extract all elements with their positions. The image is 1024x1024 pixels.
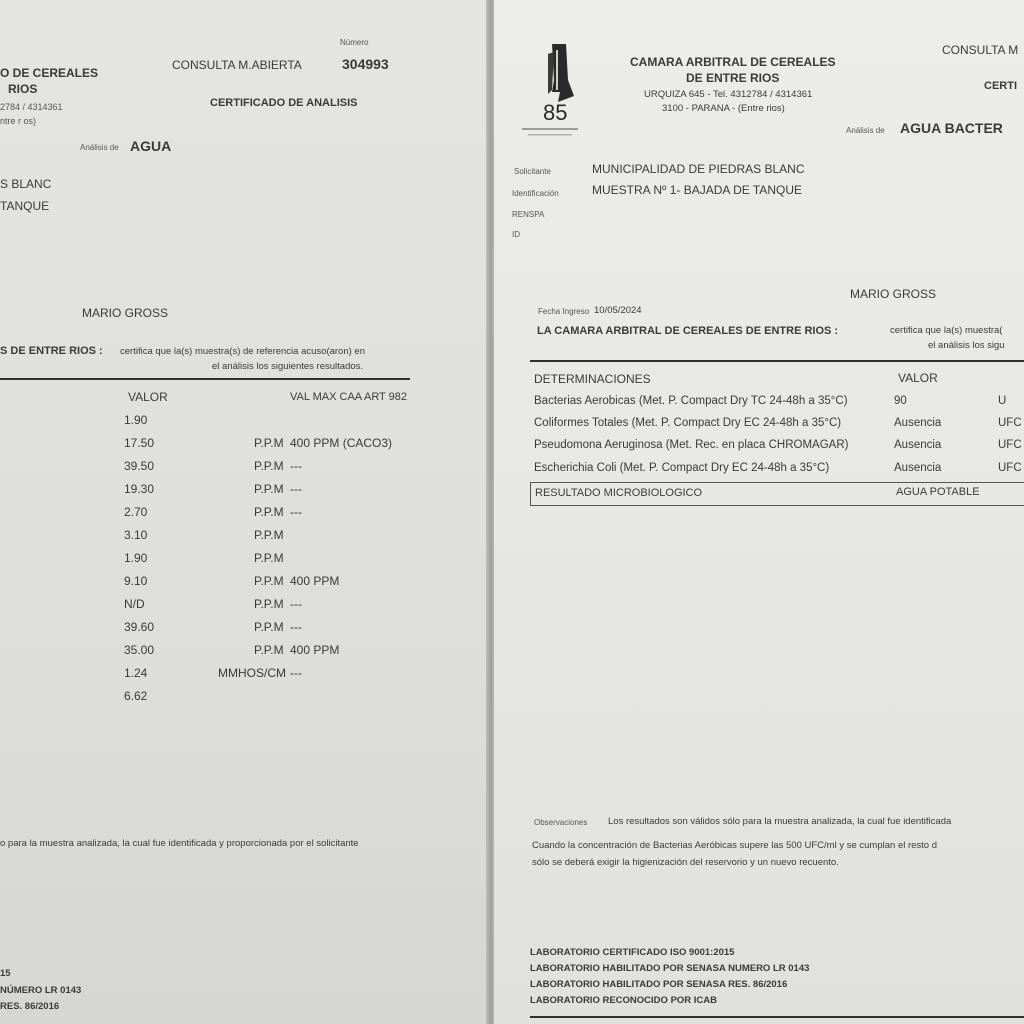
footer-line4: LABORATORIO RECONOCIDO POR ICAB xyxy=(530,995,718,1006)
cell-max: --- xyxy=(290,666,302,680)
cell-unidad: P.P.M xyxy=(254,459,284,473)
firmante-name: MARIO GROSS xyxy=(82,306,169,320)
identificacion-label: Identificación xyxy=(512,189,559,198)
cell-determinacion: Escherichia Coli (Met. P. Compact Dry EC 24-48h a 35°C) xyxy=(534,462,830,474)
cell-unidad: P.P.M xyxy=(254,574,284,588)
table-row xyxy=(0,620,488,638)
cell-determinacion: Bacterias Aerobicas (Met. P. Compact Dry TC 24-48h a 35°C) xyxy=(534,395,848,407)
cell-max: --- xyxy=(290,459,302,473)
org-name-line2: DE ENTRE RIOS xyxy=(686,71,780,85)
cell-max: 400 PPM xyxy=(290,643,340,657)
certifica-line1: certifica que la(s) muestra(s) de referencia acuso(aron) en xyxy=(120,346,365,357)
cell-unidad: UFC xyxy=(998,439,1022,451)
table-top-rule xyxy=(530,360,1024,362)
cell-valor: 19.30 xyxy=(124,482,155,496)
cell-max: --- xyxy=(290,597,302,611)
table-row xyxy=(0,666,488,684)
camara-text: LA CAMARA ARBITRAL DE CEREALES DE ENTRE RIOS : xyxy=(537,325,839,337)
footer-line3: RES. 86/2016 xyxy=(0,1001,60,1012)
org-name-line1: CAMARA ARBITRAL DE CEREALES xyxy=(630,55,836,69)
cell-unidad: P.P.M xyxy=(254,551,284,565)
right-certificate-page xyxy=(494,0,1024,1024)
table-row xyxy=(0,574,488,592)
cell-max: --- xyxy=(290,482,302,496)
col-header-valor: VALOR xyxy=(898,371,938,385)
cell-valor: 39.60 xyxy=(124,620,155,634)
numero-label: Número xyxy=(340,38,369,47)
cell-unidad: UFC xyxy=(998,417,1022,429)
cell-valor: Ausencia xyxy=(894,417,942,429)
cell-valor: 35.00 xyxy=(124,643,155,657)
identificacion-value: MUESTRA Nº 1- BAJADA DE TANQUE xyxy=(592,183,802,197)
cell-unidad: UFC xyxy=(998,462,1022,474)
cell-unidad: P.P.M xyxy=(254,643,284,657)
footer-rule xyxy=(530,1016,1024,1018)
camara-logo-icon xyxy=(512,40,582,144)
analisis-value: AGUA xyxy=(130,138,172,154)
cell-valor: 1.90 xyxy=(124,413,148,427)
col-header-valor: VALOR xyxy=(128,390,168,404)
camara-text: S DE ENTRE RIOS : xyxy=(0,345,103,357)
observaciones-text: o para la muestra analizada, la cual fue identificada y proporcionada por el solicitante xyxy=(0,838,359,849)
cell-unidad: P.P.M xyxy=(254,505,284,519)
footer-line2: LABORATORIO HABILITADO POR SENASA NUMERO LR 0143 xyxy=(530,963,810,974)
consulta-label: CONSULTA M xyxy=(942,43,1019,57)
solicitante-value: S BLANC xyxy=(0,177,52,191)
cell-valor: 3.10 xyxy=(124,528,148,542)
cell-valor: N/D xyxy=(124,597,145,611)
table-row xyxy=(0,505,488,523)
id-label: ID xyxy=(512,230,520,239)
left-certificate-page xyxy=(0,0,488,1024)
cell-max: --- xyxy=(290,505,302,519)
certifica-line2: el análisis los siguientes resultados. xyxy=(212,361,364,372)
table-row xyxy=(0,597,488,615)
cell-valor: 9.10 xyxy=(124,574,148,588)
resultado-label: RESULTADO MICROBIOLOGICO xyxy=(535,487,703,499)
org-phone: 2784 / 4314361 xyxy=(0,102,63,112)
resultado-box xyxy=(530,482,1024,506)
table-row xyxy=(494,417,1024,435)
cell-valor: 90 xyxy=(894,395,907,407)
cell-valor: 39.50 xyxy=(124,459,155,473)
cell-unidad: P.P.M xyxy=(254,597,284,611)
cell-determinacion: Pseudomona Aeruginosa (Met. Rec. en placa CHROMAGAR) xyxy=(534,439,849,451)
cell-unidad: P.P.M xyxy=(254,436,284,450)
certifica-line2: el análisis los sigu xyxy=(928,340,1005,351)
table-row xyxy=(0,551,488,569)
firmante-name: MARIO GROSS xyxy=(850,287,937,301)
solicitante-value: MUNICIPALIDAD DE PIEDRAS BLANC xyxy=(592,162,805,176)
org-address-line2: 3100 - PARANA - (Entre rios) xyxy=(662,103,785,114)
table-row xyxy=(0,459,488,477)
logo-number: 85 xyxy=(543,100,568,125)
certifica-line1: certifica que la(s) muestra( xyxy=(890,325,1003,336)
cell-unidad: MMHOS/CM xyxy=(218,666,286,680)
table-row xyxy=(0,643,488,661)
org-address: ntre r os) xyxy=(0,116,37,126)
footer-line2: NÚMERO LR 0143 xyxy=(0,985,82,996)
cell-max: 400 PPM xyxy=(290,574,340,588)
resultado-value: AGUA POTABLE xyxy=(896,486,980,498)
org-address-line1: URQUIZA 645 - Tel. 4312784 / 4314361 xyxy=(644,89,813,100)
renspa-label: RENSPA xyxy=(512,210,545,219)
cell-valor: Ausencia xyxy=(894,462,942,474)
cell-determinacion: Coliformes Totales (Met. P. Compact Dry EC 24-48h a 35°C) xyxy=(534,417,842,429)
table-row xyxy=(0,689,488,707)
cell-max: --- xyxy=(290,620,302,634)
observaciones-line2: Cuando la concentración de Bacterias Aeróbicas supere las 500 UFC/ml y se cumplan el resto d xyxy=(532,840,938,851)
analisis-label: Análisis de xyxy=(80,143,119,152)
cell-unidad: P.P.M xyxy=(254,528,284,542)
cell-max: 400 PPM (CACO3) xyxy=(290,436,393,450)
col-header-valmax: VAL MAX CAA ART 982 xyxy=(290,391,407,403)
footer-line1: 15 xyxy=(0,968,11,979)
table-row xyxy=(0,482,488,500)
org-name-line1: O DE CEREALES xyxy=(0,66,99,80)
consulta-label: CONSULTA M.ABIERTA xyxy=(172,58,302,72)
fecha-value: 10/05/2024 xyxy=(594,305,642,316)
certificate-title: CERTI xyxy=(984,80,1017,92)
footer-line3: LABORATORIO HABILITADO POR SENASA RES. 86/2016 xyxy=(530,979,788,990)
solicitante-label: Solicitante xyxy=(514,167,551,176)
table-row xyxy=(0,528,488,546)
table-row xyxy=(494,462,1024,480)
analisis-label: Análisis de xyxy=(846,126,885,135)
table-row xyxy=(0,436,488,454)
table-row xyxy=(0,413,488,431)
cell-valor: 2.70 xyxy=(124,505,148,519)
table-row xyxy=(494,395,1024,413)
cell-valor: 17.50 xyxy=(124,436,155,450)
table-top-rule xyxy=(0,378,410,380)
org-name-line2: RIOS xyxy=(8,82,38,96)
cell-valor: 1.90 xyxy=(124,551,148,565)
observaciones-line1: Los resultados son válidos sólo para la muestra analizada, la cual fue identificada xyxy=(608,816,952,827)
cell-valor: Ausencia xyxy=(894,439,942,451)
cell-valor: 6.62 xyxy=(124,689,148,703)
analisis-value: AGUA BACTER xyxy=(900,120,1003,136)
observaciones-label: Observaciones xyxy=(534,818,588,827)
cell-unidad: P.P.M xyxy=(254,620,284,634)
col-header-determinaciones: DETERMINACIONES xyxy=(534,372,651,386)
observaciones-line3: sólo se deberá exigir la higienización del reservorio y un nuevo recuento. xyxy=(532,857,839,868)
cell-unidad: U xyxy=(998,395,1007,407)
table-row xyxy=(494,439,1024,457)
cell-unidad: P.P.M xyxy=(254,482,284,496)
cell-valor: 1.24 xyxy=(124,666,148,680)
certificate-title: CERTIFICADO DE ANALISIS xyxy=(210,97,358,109)
certificate-number: 304993 xyxy=(342,56,389,72)
fecha-label: Fecha Ingreso xyxy=(538,307,590,316)
footer-line1: LABORATORIO CERTIFICADO ISO 9001:2015 xyxy=(530,947,735,958)
identificacion-value: TANQUE xyxy=(0,199,50,213)
